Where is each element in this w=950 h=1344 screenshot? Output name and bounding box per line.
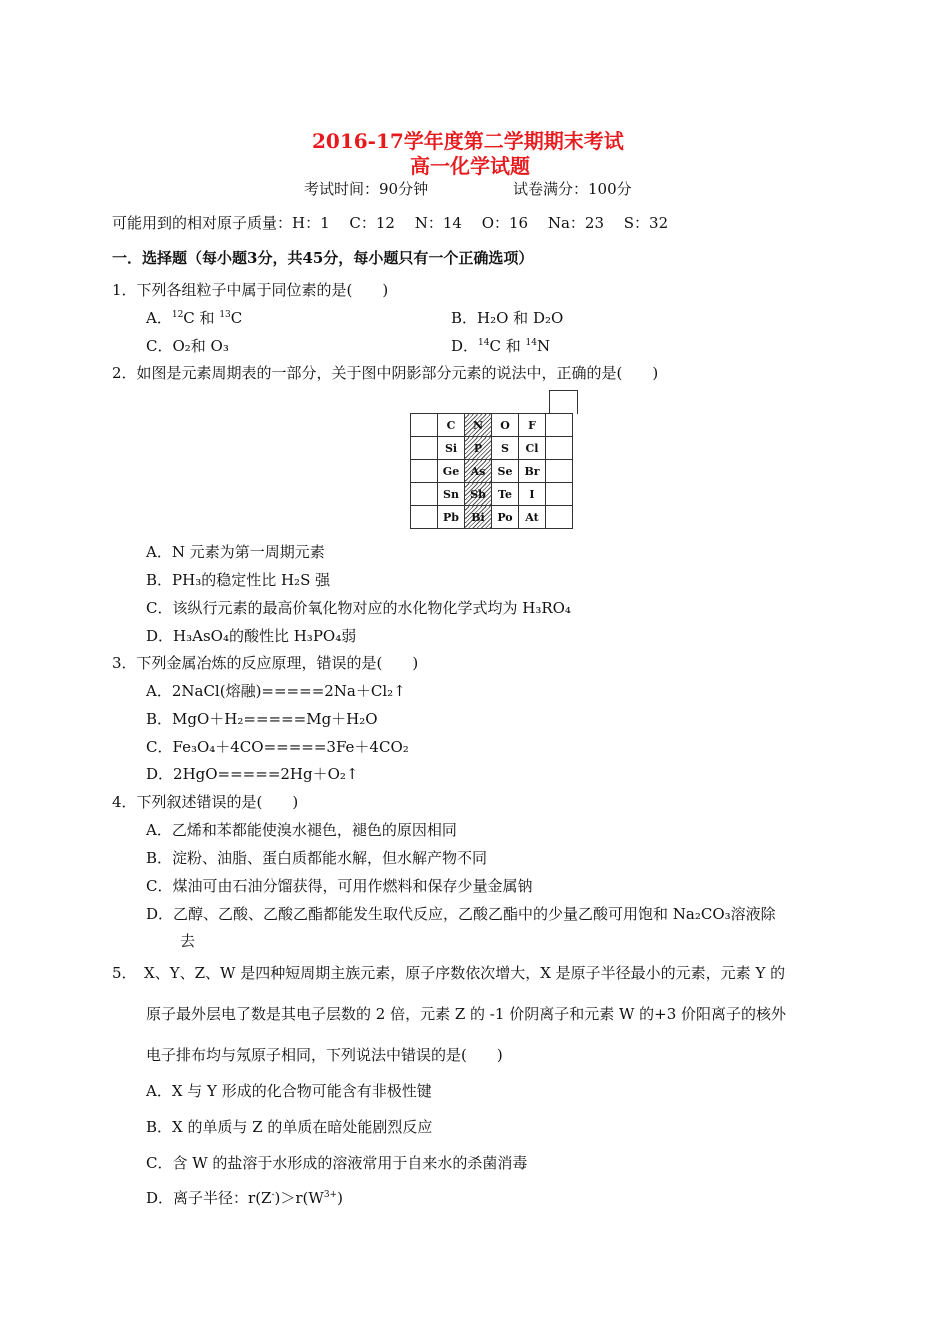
pt-cell: At xyxy=(519,506,546,529)
q1-d-prefix: D． xyxy=(451,337,479,355)
q4-option-c: C．煤油可由石油分馏获得，可用作燃料和保存少量金属钠 xyxy=(146,877,533,895)
q5-d-mid: )＞r(W xyxy=(274,1189,324,1207)
q5-d-prefix: D．离子半径：r(Z xyxy=(146,1189,272,1207)
pt-cell xyxy=(411,437,438,460)
q5-option-c: C．含 W 的盐溶于水形成的溶液常用于自来水的杀菌消毒 xyxy=(146,1154,528,1172)
pt-cell: Ge xyxy=(438,460,465,483)
q4-option-d-line1: D．乙醇、乙酸、乙酸乙酯都能发生取代反应，乙酸乙酯中的少量乙酸可用饱和 Na₂CO₃溶液除 xyxy=(146,905,776,923)
q1-a-sup1: 12 xyxy=(171,310,184,320)
pt-cell xyxy=(546,483,573,506)
q3-stem: 3．下列金属冶炼的反应原理，错误的是( ) xyxy=(112,654,419,672)
q5-option-b: B．X 的单质与 Z 的单质在暗处能剧烈反应 xyxy=(146,1118,433,1136)
pt-cell xyxy=(411,506,438,529)
q1-a-mid: C 和 xyxy=(183,309,220,327)
periodic-table-top-cell xyxy=(549,390,578,414)
pt-cell: Cl xyxy=(519,437,546,460)
pt-cell: I xyxy=(519,483,546,506)
pt-cell-shaded: As xyxy=(465,460,492,483)
q5-option-d xyxy=(146,1187,343,1208)
q1-option-c: C．O₂和 O₃ xyxy=(146,337,229,355)
q2-option-c: C．该纵行元素的最高价氧化物对应的水化物化学式均为 H₃RO₄ xyxy=(146,599,571,617)
pt-cell: Te xyxy=(492,483,519,506)
q4-option-d-line2: 去 xyxy=(180,932,196,950)
q2-stem: 2．如图是元素周期表的一部分，关于图中阴影部分元素的说法中，正确的是( ) xyxy=(112,364,659,382)
pt-cell xyxy=(546,437,573,460)
pt-cell-shaded: Bi xyxy=(465,506,492,529)
q1-stem: 1．下列各组粒子中属于同位素的是( ) xyxy=(112,281,389,299)
pt-cell: Sn xyxy=(438,483,465,506)
pt-cell: Si xyxy=(438,437,465,460)
pt-cell xyxy=(546,460,573,483)
q3-option-c: C．Fe₃O₄＋4CO=====3Fe＋4CO₂ xyxy=(146,738,409,756)
q1-option-a xyxy=(146,307,242,328)
pt-cell: F xyxy=(519,414,546,437)
q2-option-a: A．N 元素为第一周期元素 xyxy=(146,543,325,561)
pt-cell xyxy=(411,483,438,506)
exam-time: 考试时间：90分钟 xyxy=(304,180,429,198)
pt-cell: Br xyxy=(519,460,546,483)
q1-d-end: N xyxy=(536,337,551,355)
q5-stem-line2: 原子最外层电了数是其电子层数的 2 倍，元素 Z 的 -1 价阴离子和元素 W 的+3 价阳离子的核外 xyxy=(146,1005,787,1023)
q2-option-d: D．H₃AsO₄的酸性比 H₃PO₄弱 xyxy=(146,627,357,645)
periodic-table-fragment xyxy=(410,413,573,529)
pt-cell: C xyxy=(438,414,465,437)
q2-option-b: B．PH₃的稳定性比 H₂S 强 xyxy=(146,571,331,589)
pt-cell xyxy=(411,414,438,437)
atomic-masses: 可能用到的相对原子质量：H：1 C：12 N：14 O：16 Na：23 S：32 xyxy=(112,214,669,232)
q1-a-prefix: A． xyxy=(146,309,172,327)
pt-cell-shaded: P xyxy=(465,437,492,460)
q5-option-a: A．X 与 Y 形成的化合物可能含有非极性键 xyxy=(146,1082,432,1100)
pt-cell: Se xyxy=(492,460,519,483)
q1-option-b: B．H₂O 和 D₂O xyxy=(451,309,564,327)
q3-option-d: D．2HgO=====2Hg＋O₂↑ xyxy=(146,765,359,783)
title-line-2: 高一化学试题 xyxy=(410,154,530,178)
pt-cell: Po xyxy=(492,506,519,529)
q5-stem-line1: 5． X、Y、Z、W 是四种短周期主族元素，原子序数依次增大，X 是原子半径最小的元素，元素 Y 的 xyxy=(112,964,786,982)
q3-option-a: A．2NaCl(熔融)=====2Na＋Cl₂↑ xyxy=(146,682,406,700)
q5-stem-line3: 电子排布均与氖原子相同，下列说法中错误的是( ) xyxy=(146,1046,503,1064)
q1-d-sup2: 14 xyxy=(525,338,537,348)
q5-d-sup1: - xyxy=(271,1190,275,1200)
q4-option-b: B．淀粉、油脂、蛋白质都能水解，但水解产物不同 xyxy=(146,849,488,867)
title-line-1: 2016-17学年度第二学期期末考试 xyxy=(312,129,624,153)
q5-d-sup2: 3+ xyxy=(323,1190,338,1200)
q1-option-d xyxy=(451,335,550,356)
pt-cell: Pb xyxy=(438,506,465,529)
pt-cell xyxy=(546,414,573,437)
q5-d-end: ) xyxy=(337,1189,343,1207)
q1-d-sup1: 14 xyxy=(478,338,490,348)
pt-cell: O xyxy=(492,414,519,437)
pt-cell xyxy=(411,460,438,483)
q1-a-end: C xyxy=(230,309,243,327)
pt-cell-shaded: Sb xyxy=(465,483,492,506)
pt-cell-shaded: N xyxy=(465,414,492,437)
q4-stem: 4．下列叙述错误的是( ) xyxy=(112,793,299,811)
section-heading: 一．选择题（每小题3分，共45分，每小题只有一个正确选项） xyxy=(112,249,534,267)
q1-d-mid: C 和 xyxy=(489,337,526,355)
q3-option-b: B．MgO＋H₂=====Mg＋H₂O xyxy=(146,710,378,728)
pt-cell xyxy=(546,506,573,529)
pt-cell: S xyxy=(492,437,519,460)
full-score: 试卷满分：100分 xyxy=(513,180,632,198)
q4-option-a: A．乙烯和苯都能使溴水褪色，褪色的原因相同 xyxy=(146,821,457,839)
q1-a-sup2: 13 xyxy=(219,310,231,320)
